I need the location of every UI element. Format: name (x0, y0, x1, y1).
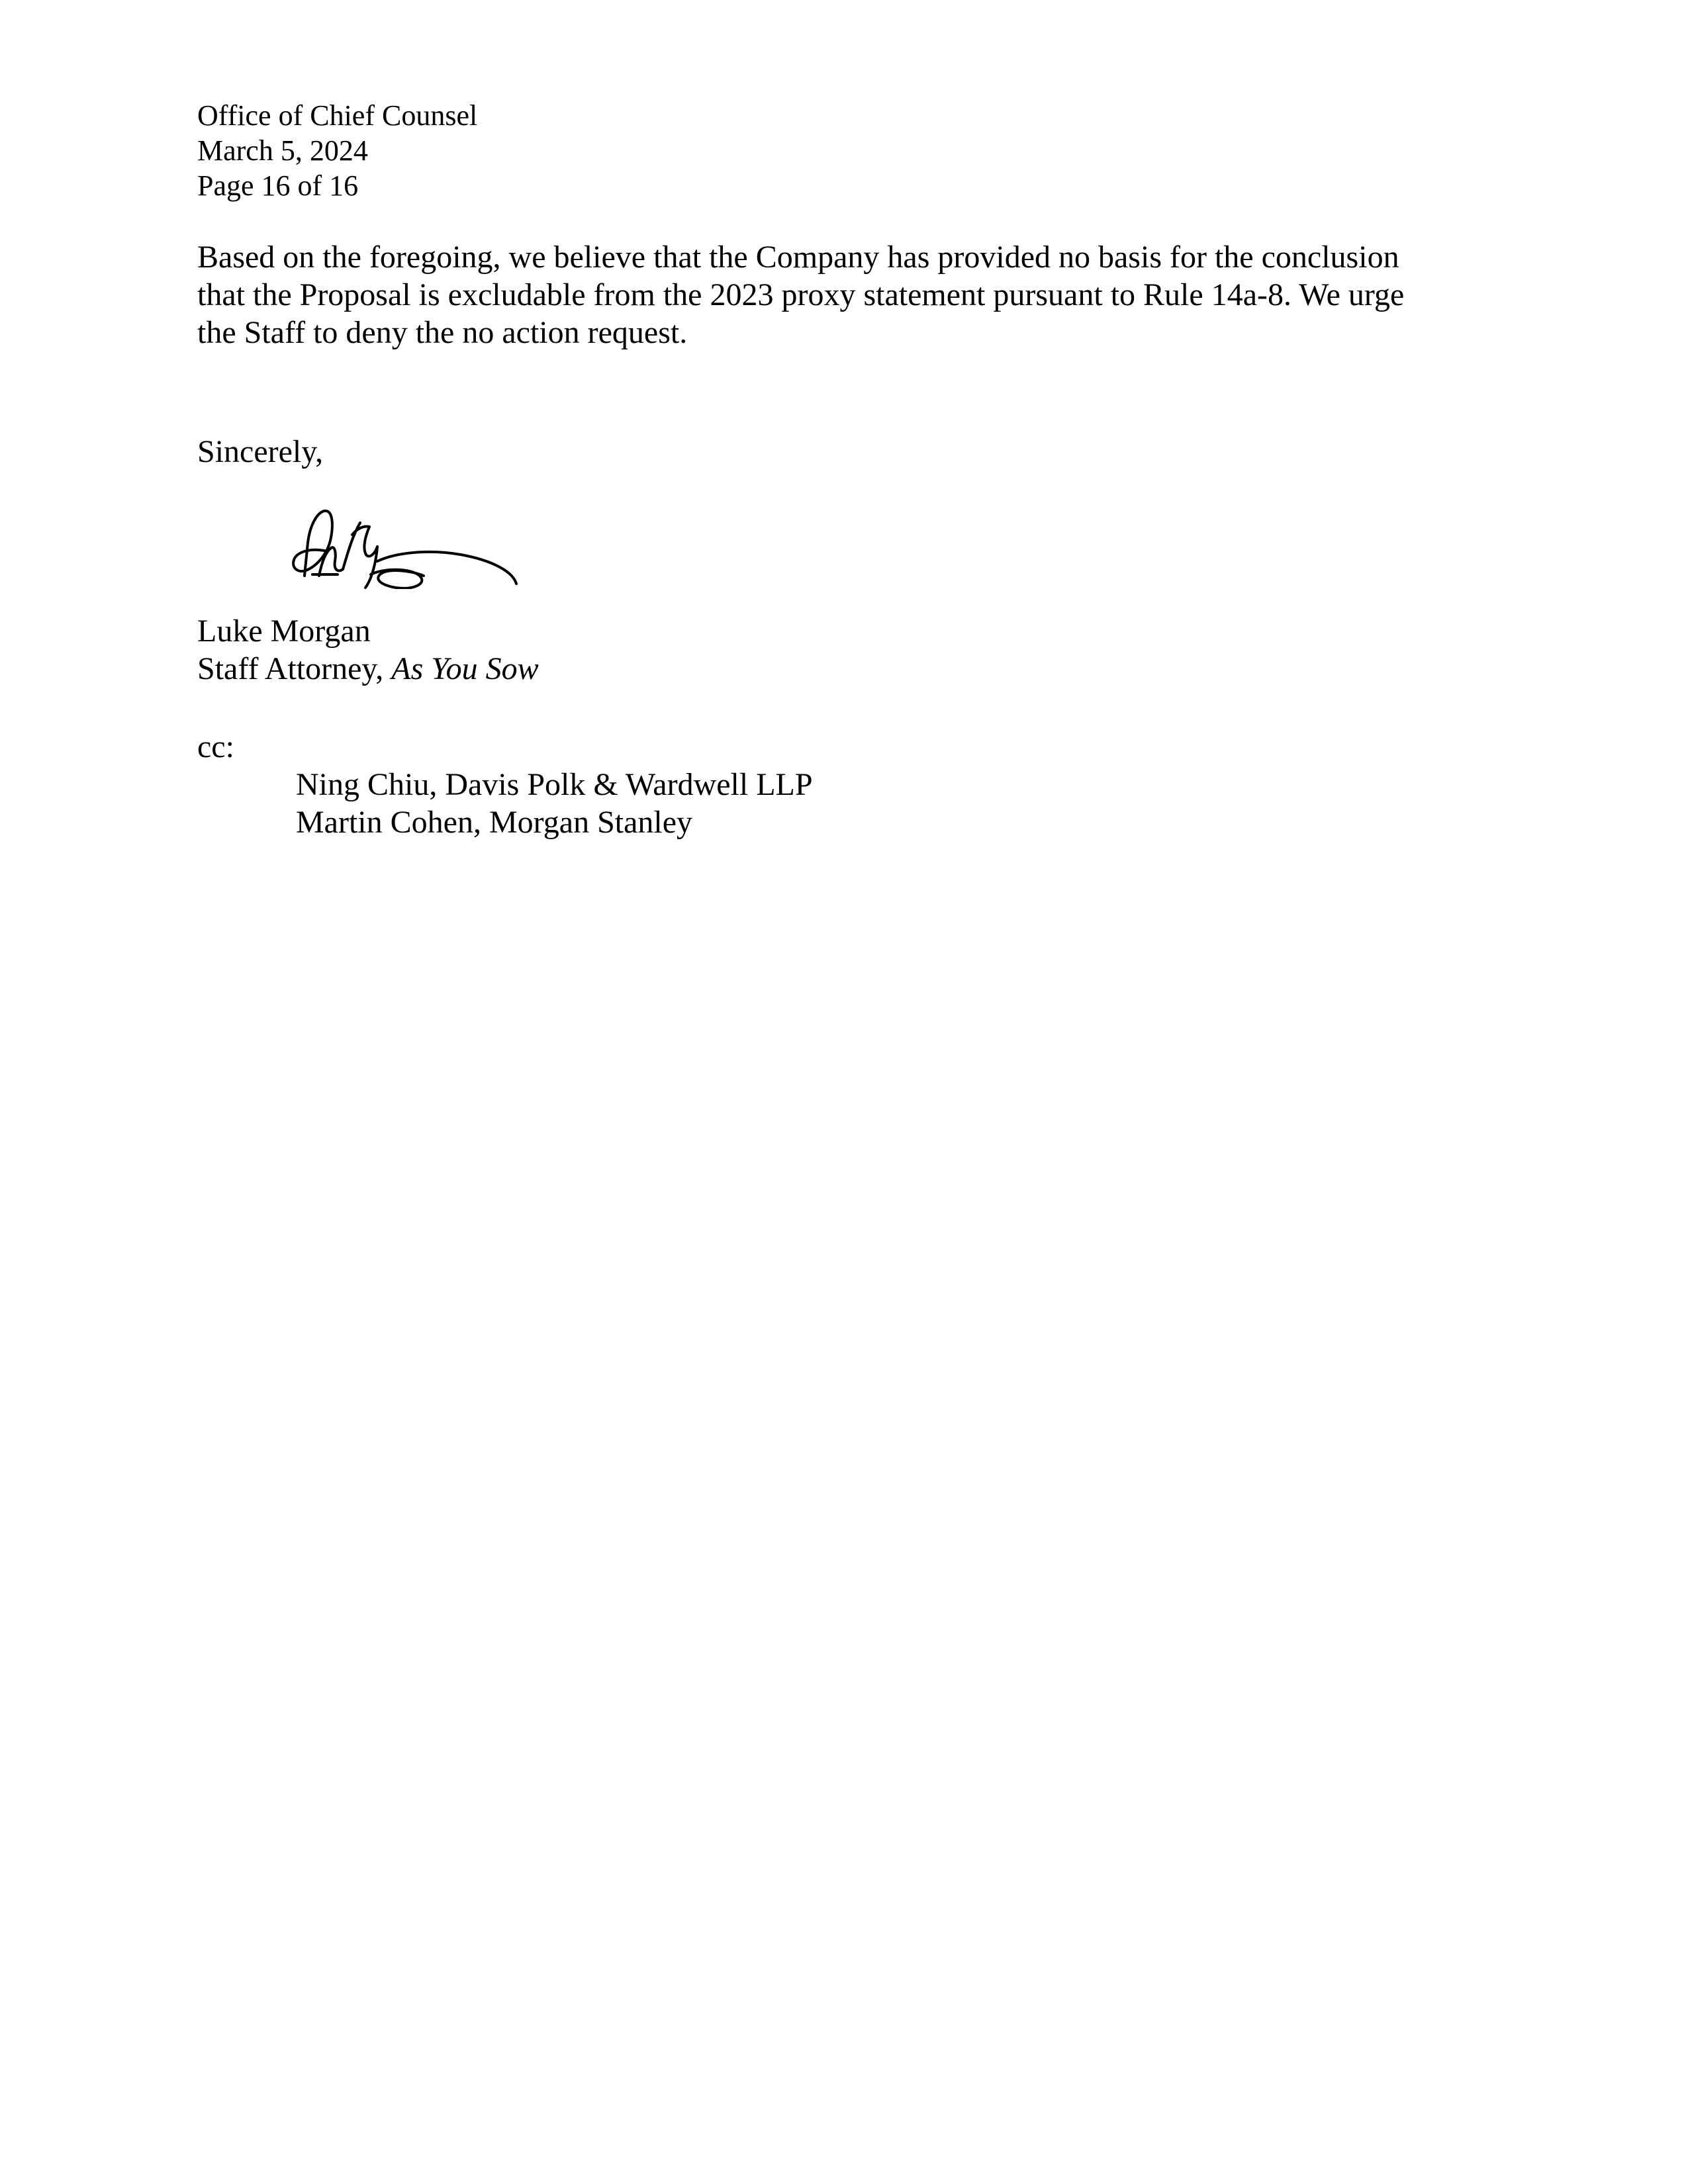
closing-salutation: Sincerely, (197, 434, 324, 469)
body-line: that the Proposal is excludable from the 2023 proxy statement pursuant to Rule 14a-8. We urge (197, 277, 1405, 312)
body-line: the Staff to deny the no action request. (197, 315, 688, 350)
header-page-number: Page 16 of 16 (197, 169, 359, 202)
signer-organization: As You Sow (391, 651, 539, 686)
header-recipient: Office of Chief Counsel (197, 99, 478, 132)
header-date: March 5, 2024 (197, 134, 368, 167)
handwritten-signature (278, 496, 530, 589)
cc-recipient-list (296, 766, 813, 841)
letter-header (197, 98, 477, 203)
signer-title (197, 650, 539, 688)
signer-block (197, 612, 539, 688)
signer-name: Luke Morgan (197, 614, 371, 649)
cc-recipient: Ning Chiu, Davis Polk & Wardwell LLP (296, 767, 813, 802)
body-line: Based on the foregoing, we believe that the Company has provided no basis for the conclusion (197, 240, 1399, 275)
cc-recipient: Martin Cohen, Morgan Stanley (296, 805, 693, 840)
cc-label: cc: (197, 729, 234, 764)
body-paragraph (197, 238, 1495, 351)
signer-title-prefix: Staff Attorney, (197, 651, 392, 686)
